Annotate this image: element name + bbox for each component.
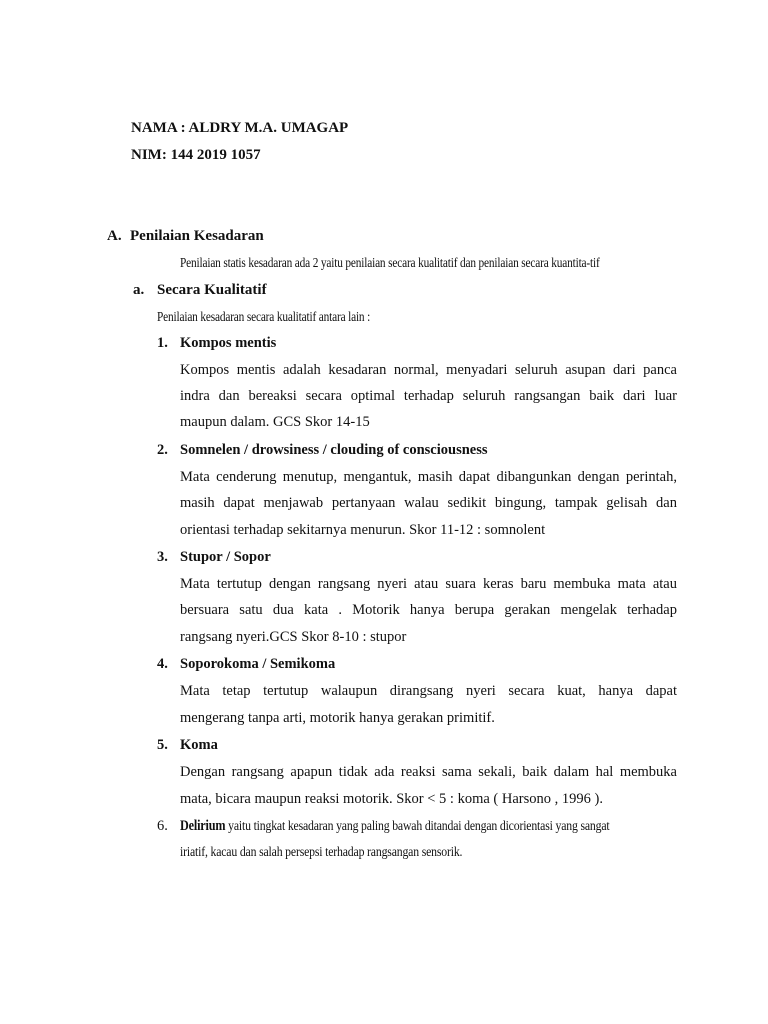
student-nim: NIM: 144 2019 1057 [131, 147, 261, 163]
item-text-line: Mata cenderung menutup, mengantuk, masih dapat dibangunkan dengan perintah, [180, 469, 677, 485]
item-title: Soporokoma / Semikoma [180, 656, 336, 672]
item-number: 5. [157, 737, 168, 753]
subsection-a-title: Secara Kualitatif [157, 282, 267, 298]
item-number: 4. [157, 656, 168, 672]
item-number: 6. [157, 818, 168, 834]
item-number: 3. [157, 549, 168, 565]
item-title: Kompos mentis [180, 335, 277, 351]
section-a-letter: A. [107, 228, 122, 244]
item-text-line: Kompos mentis adalah kesadaran normal, menyadari seluruh asupan dari panca [180, 362, 677, 378]
item-number: 2. [157, 442, 168, 458]
student-name: NAMA : ALDRY M.A. UMAGAP [131, 120, 349, 136]
item-text-line: Mata tetap tertutup walaupun dirangsang nyeri secara kuat, hanya dapat [180, 683, 677, 699]
item-text-line: rangsang nyeri.GCS Skor 8-10 : stupor [180, 629, 407, 645]
item6-line2: iriatif, kacau dan salah persepsi terhadap rangsangan sensorik. [180, 845, 463, 860]
item-text-line: indra dan bereaksi secara optimal terhadap seluruh rangsangan baik dari luar [180, 388, 677, 404]
item-title: Stupor / Sopor [180, 549, 271, 565]
item6-line1 [180, 818, 609, 835]
item-text-line: bersuara satu dua kata . Motorik hanya berupa gerakan mengelak terhadap [180, 602, 677, 618]
subsection-a-intro: Penilaian kesadaran secara kualitatif antara lain : [157, 309, 371, 324]
item-number: 1. [157, 335, 168, 351]
section-a-title: Penilaian Kesadaran [130, 228, 264, 244]
item-text-line: maupun dalam. GCS Skor 14-15 [180, 414, 370, 430]
section-a-intro: Penilaian statis kesadaran ada 2 yaitu penilaian secara kualitatif dan penilaian secara kuantita-tif [180, 255, 600, 270]
item-text-line: Dengan rangsang apapun tidak ada reaksi sama sekali, baik dalam hal membuka [180, 764, 677, 780]
item-title: Somnelen / drowsiness / clouding of consciousness [180, 442, 488, 458]
item6-title: Delirium [180, 818, 226, 834]
item6-text: yaitu tingkat kesadaran yang paling bawah ditandai dengan dicorientasi yang sangat [225, 819, 610, 834]
subsection-a-letter: a. [133, 282, 145, 298]
item-text-line: Mata tertutup dengan rangsang nyeri atau suara keras baru membuka mata atau [180, 576, 677, 592]
item-text-line: masih dapat menjawab pertanyaan walau sedikit bingung, tampak gelisah dan [180, 495, 677, 511]
item-text-line: orientasi terhadap sekitarnya menurun. Skor 11-12 : somnolent [180, 522, 546, 538]
item-text-line: mengerang tanpa arti, motorik hanya gerakan primitif. [180, 710, 495, 726]
item-text-line: mata, bicara maupun reaksi motorik. Skor < 5 : koma ( Harsono , 1996 ). [180, 791, 603, 807]
item-title: Koma [180, 737, 218, 753]
